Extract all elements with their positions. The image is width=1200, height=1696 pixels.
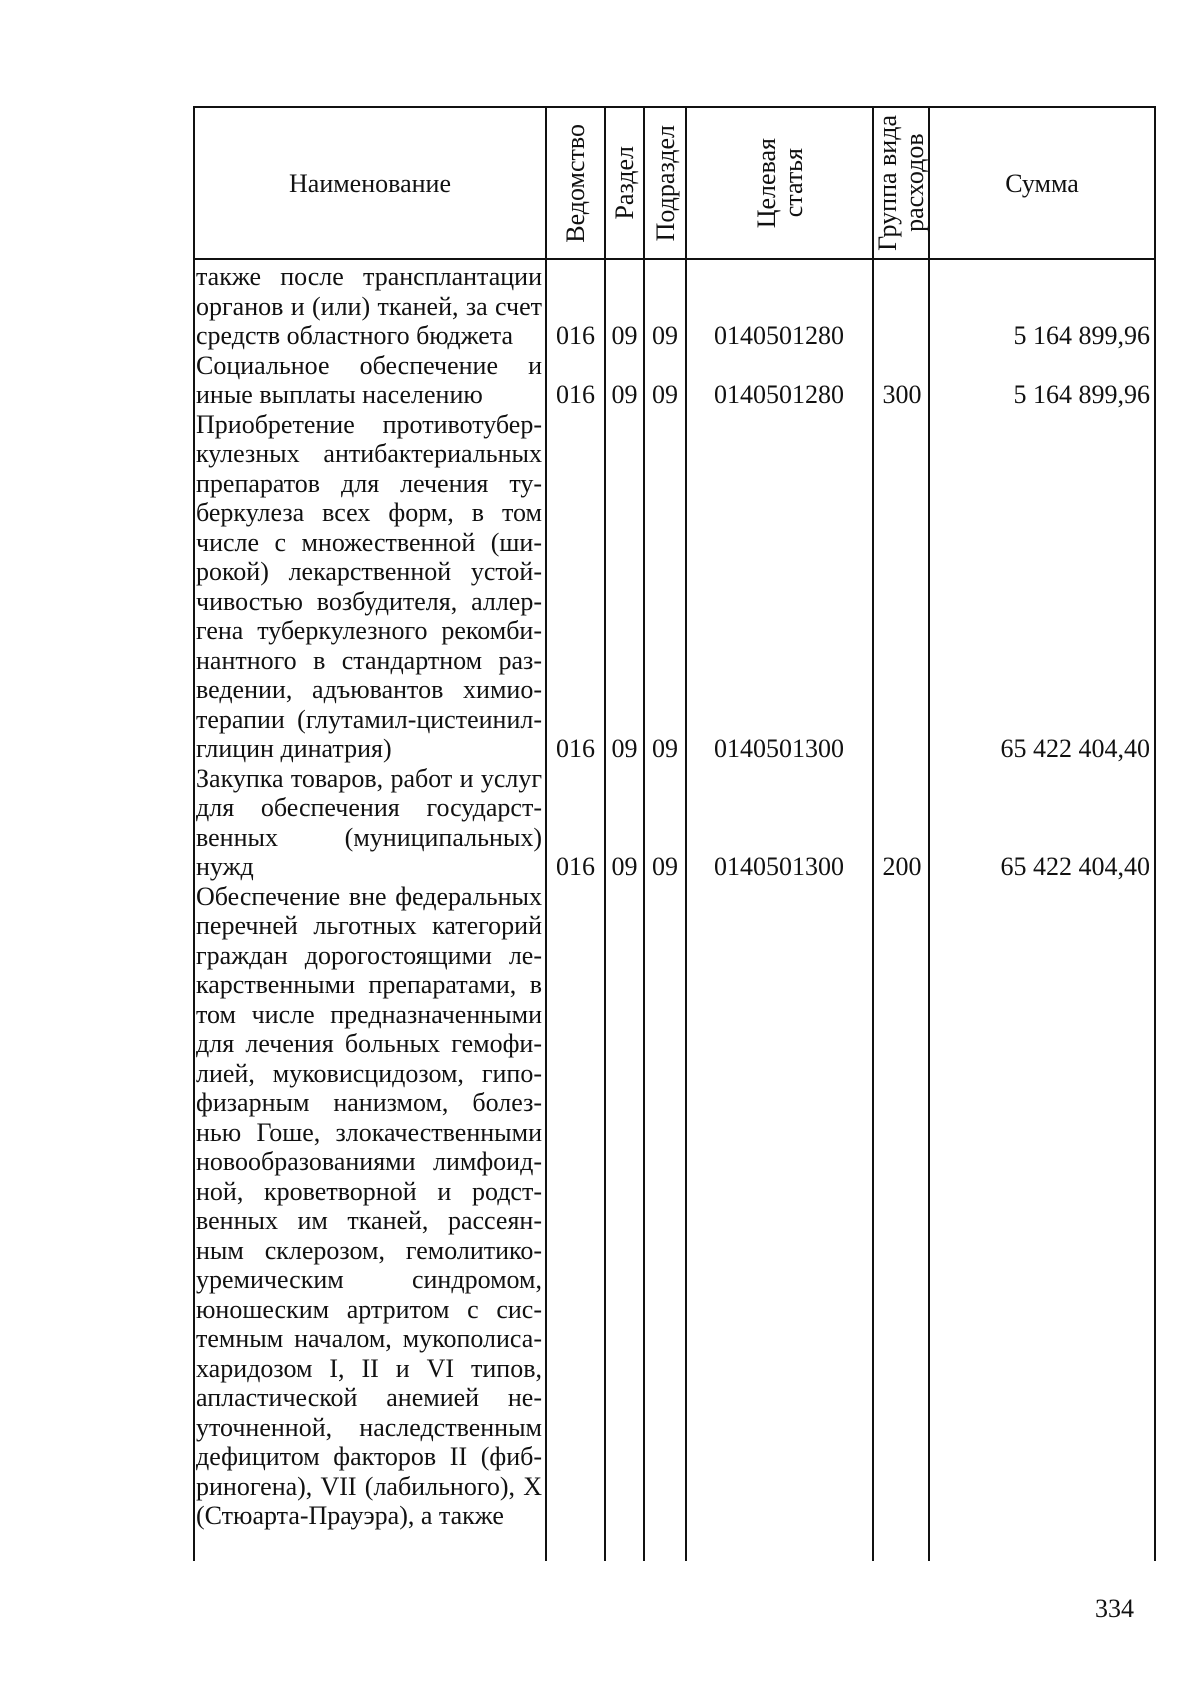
page-number: 334: [1095, 1594, 1134, 1623]
row-podrazdel: 09: [652, 380, 678, 409]
header-summa: [930, 108, 1154, 258]
row-name-line: харидозом I, II и VI типов,: [196, 1353, 542, 1383]
header-gruppa-line2: расходов: [900, 133, 929, 233]
row-name-line: апластической анемией не-: [196, 1383, 542, 1412]
header-name-label: Наименование: [289, 168, 451, 198]
row-name-line: риногена), VII (лабильного), X: [196, 1471, 542, 1501]
row-name-line: ведении, адъювантов химио-: [196, 675, 542, 704]
row-name-line: органов и (или) тканей, за счет: [196, 291, 542, 321]
row-name-line: препаратов для лечения ту-: [196, 468, 542, 498]
row-name-line: Приобретение противотубер-: [196, 409, 542, 439]
header-razdel: [606, 108, 643, 258]
header-celevaya-label: [753, 138, 807, 228]
row-vedomstvo: 016: [556, 852, 595, 881]
row-gruppa: 300: [882, 380, 922, 409]
row-vedomstvo: 016: [556, 734, 595, 763]
row-name-line: чивостью возбудителя, аллер-: [196, 586, 542, 616]
row-name-line: также после трансплантации: [196, 262, 542, 291]
row-name-line: рокой) лекарственной устой-: [196, 557, 542, 586]
row-name-line: дефицитом факторов II (фиб-: [196, 1442, 542, 1471]
row-name: [196, 882, 542, 1531]
row-name-line: Закупка товаров, работ и услуг: [196, 763, 542, 793]
row-name-line: венных им тканей, рассеян-: [196, 1206, 542, 1235]
row-name-line: том числе предназначенными: [196, 999, 542, 1029]
row-name-line: уточненной, наследственным: [196, 1412, 542, 1442]
header-vedomstvo: [547, 108, 604, 258]
row-name-line: нантного в стандартном раз-: [196, 645, 542, 675]
row-name: [196, 410, 542, 764]
row-celevaya: 0140501280: [714, 380, 844, 409]
header-summa-label: Сумма: [1005, 168, 1079, 198]
row-name-line: нью Гоше, злокачественными: [196, 1117, 542, 1147]
row-celevaya: 0140501300: [714, 852, 844, 881]
row-celevaya: 0140501280: [714, 321, 844, 350]
row-summa: 5 164 899,96: [1013, 321, 1150, 350]
row-name-line: юношеским артритом с сис-: [196, 1294, 542, 1324]
row-name-line: гена туберкулезного рекомби-: [196, 616, 542, 645]
row-vedomstvo: 016: [556, 380, 595, 409]
row-gruppa: 200: [882, 852, 922, 881]
row-name-line: ной, кроветворной и родст-: [196, 1176, 542, 1206]
row-name-line: для лечения больных гемофи-: [196, 1029, 542, 1058]
row-name-line: числе с множественной (ши-: [196, 527, 542, 557]
row-name-line: беркулеза всех форм, в том: [196, 498, 542, 527]
row-name-line: кулезных антибактериальных: [196, 439, 542, 468]
header-celevaya-line2: статья: [778, 148, 808, 218]
row-celevaya: 0140501300: [714, 734, 844, 763]
row-name-line: уремическим синдромом,: [196, 1265, 542, 1294]
row-podrazdel: 09: [652, 734, 678, 763]
header-podrazdel-label: Подраздел: [650, 124, 680, 242]
row-summa: 65 422 404,40: [1000, 734, 1150, 763]
row-podrazdel: 09: [652, 852, 678, 881]
row-name-line: глицин динатрия): [196, 734, 392, 763]
row-name-line: иные выплаты населению: [196, 380, 483, 409]
header-gruppa-line1: Группа вида: [873, 115, 902, 251]
row-name: [196, 351, 542, 410]
row-name-line: нужд: [196, 852, 254, 881]
row-name-line: венных (муниципальных): [196, 822, 542, 852]
row-razdel: 09: [611, 321, 638, 350]
header-vedomstvo-label: Ведомство: [561, 123, 590, 243]
row-summa: 5 164 899,96: [1013, 380, 1150, 409]
row-name-line: лией, муковисцидозом, гипо-: [196, 1058, 542, 1088]
row-name-line: граждан дорогостоящими ле-: [196, 940, 542, 970]
row-name-line: карственными препаратами, в: [196, 970, 542, 999]
header-divider: [193, 258, 1156, 260]
row-name-line: перечней льготных категорий: [196, 911, 542, 940]
row-name: [196, 764, 542, 882]
header-gruppa-label: [874, 115, 928, 251]
row-name: [196, 262, 542, 351]
row-name-line: темным началом, мукополиса-: [196, 1324, 542, 1353]
col-divider: [872, 106, 874, 1561]
header-celevaya-line1: Целевая: [751, 137, 781, 229]
header-razdel-label: Раздел: [610, 146, 639, 220]
row-razdel: 09: [611, 852, 638, 881]
row-podrazdel: 09: [652, 321, 678, 350]
header-name: [195, 108, 545, 258]
row-razdel: 09: [611, 380, 638, 409]
row-name-line: терапии (глутамил-цистеинил-: [196, 704, 542, 734]
row-name-line: Социальное обеспечение и: [196, 350, 542, 380]
row-razdel: 09: [611, 734, 638, 763]
row-name-line: физарным нанизмом, болез-: [196, 1088, 542, 1117]
row-name-line: ным склерозом, гемолитико-: [196, 1235, 542, 1265]
header-celevaya: [687, 108, 872, 258]
row-name-line: средств областного бюджета: [196, 321, 514, 350]
row-name-line: новообразованиями лимфоид-: [196, 1147, 542, 1176]
header-podrazdel: [645, 108, 685, 258]
row-vedomstvo: 016: [556, 321, 595, 350]
row-name-line: Обеспечение вне федеральных: [196, 881, 542, 911]
row-summa: 65 422 404,40: [1000, 852, 1150, 881]
row-name-line: для обеспечения государст-: [196, 793, 542, 822]
row-name-line: (Стюарта-Прауэра), а также: [196, 1501, 504, 1530]
header-gruppa: [874, 108, 928, 258]
